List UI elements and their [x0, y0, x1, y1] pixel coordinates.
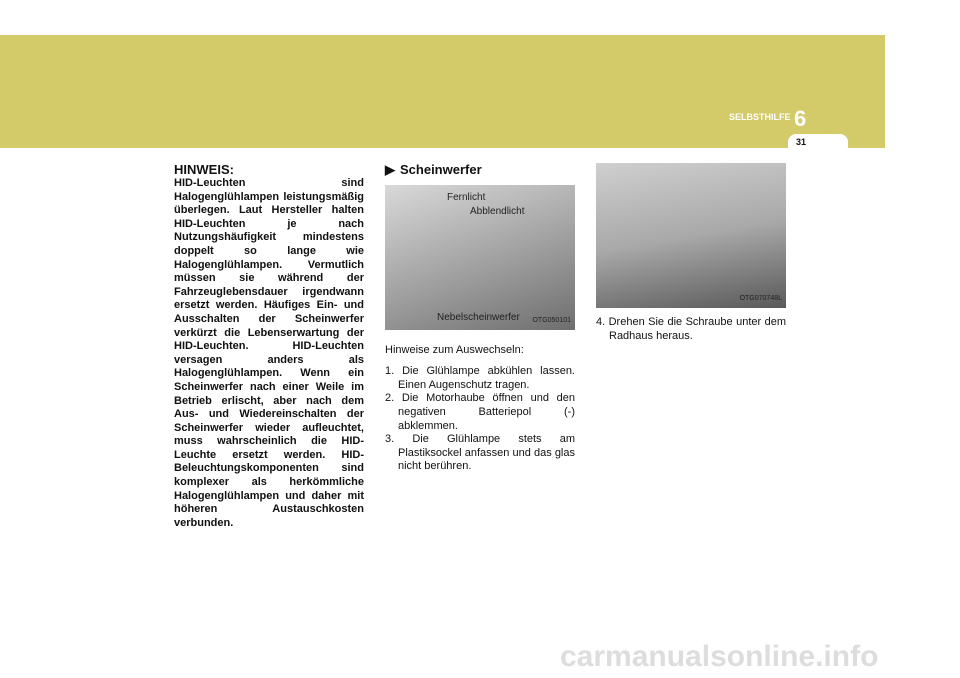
step: 2. Die Motorhaube öffnen und den negativen Batteriepol (-) abklemmen. — [385, 392, 575, 432]
triangle-right-icon: ▶ — [385, 162, 395, 177]
figure-code: OTG070748L — [739, 295, 782, 303]
section-heading: ▶ Scheinwerfer — [385, 162, 482, 177]
note-body: HID-Leuchten sind Halogenglühlampen leistungsmäßig überlegen. Laut Hersteller halten HID-Leuchten je nach Nutzungshäufigkeit mindestens doppelt so lange wie Halogenglühlampen. Vermutlich müssen sie während der Fahrzeuglebensdauer irgendwann ersetzt werden. Häufiges Ein- und Ausschalten der Scheinwerfer verkürzt die Lebenserwartung der HID-Leuchten. HID-Leuchten versagen anders als Halogenglühlampen. Wenn ein Scheinwerfer nach einer Weile im Betrieb erlischt, aber nach dem Aus- und Wiedereinschalten der Scheinwerfer wieder aufleuchtet, muss wahrscheinlich die HID-Leuchte ersetzt werden. HID-Beleuchtungskomponenten sind komplexer als herkömmliche Halogenglühlampen und daher mit höheren Austauschkosten verbunden. — [174, 177, 364, 529]
headlight-illustration — [385, 185, 575, 330]
note-title: HINWEIS: — [174, 162, 234, 177]
headlight-column — [385, 163, 575, 474]
figure-code: OTG050101 — [532, 317, 571, 324]
wheel-column — [596, 163, 786, 343]
step: 4. Drehen Sie die Schraube unter dem Radhaus heraus. — [596, 316, 786, 342]
wheel-illustration — [596, 163, 786, 308]
note-column — [174, 163, 364, 530]
label-high-beam: Fernlicht — [447, 191, 486, 203]
label-fog-light: Nebelscheinwerfer — [437, 311, 520, 323]
step: 3. Die Glühlampe stets am Plastiksockel anfassen und das glas nicht berühren. — [385, 433, 575, 473]
section-title: SELBSTHILFE — [729, 112, 791, 122]
chapter-number: 6 — [794, 106, 807, 131]
intro-text: Hinweise zum Auswechseln: — [385, 343, 524, 356]
step: 1. Die Glühlampe abkühlen lassen. Einen Augenschutz tragen. — [385, 365, 575, 391]
watermark: carmanualsonline.info — [560, 640, 879, 673]
page-number: 31 — [796, 137, 807, 147]
label-low-beam: Abblendlicht — [470, 205, 525, 217]
steps-list — [385, 365, 575, 474]
header-band — [0, 35, 885, 148]
steps-list — [596, 316, 786, 343]
